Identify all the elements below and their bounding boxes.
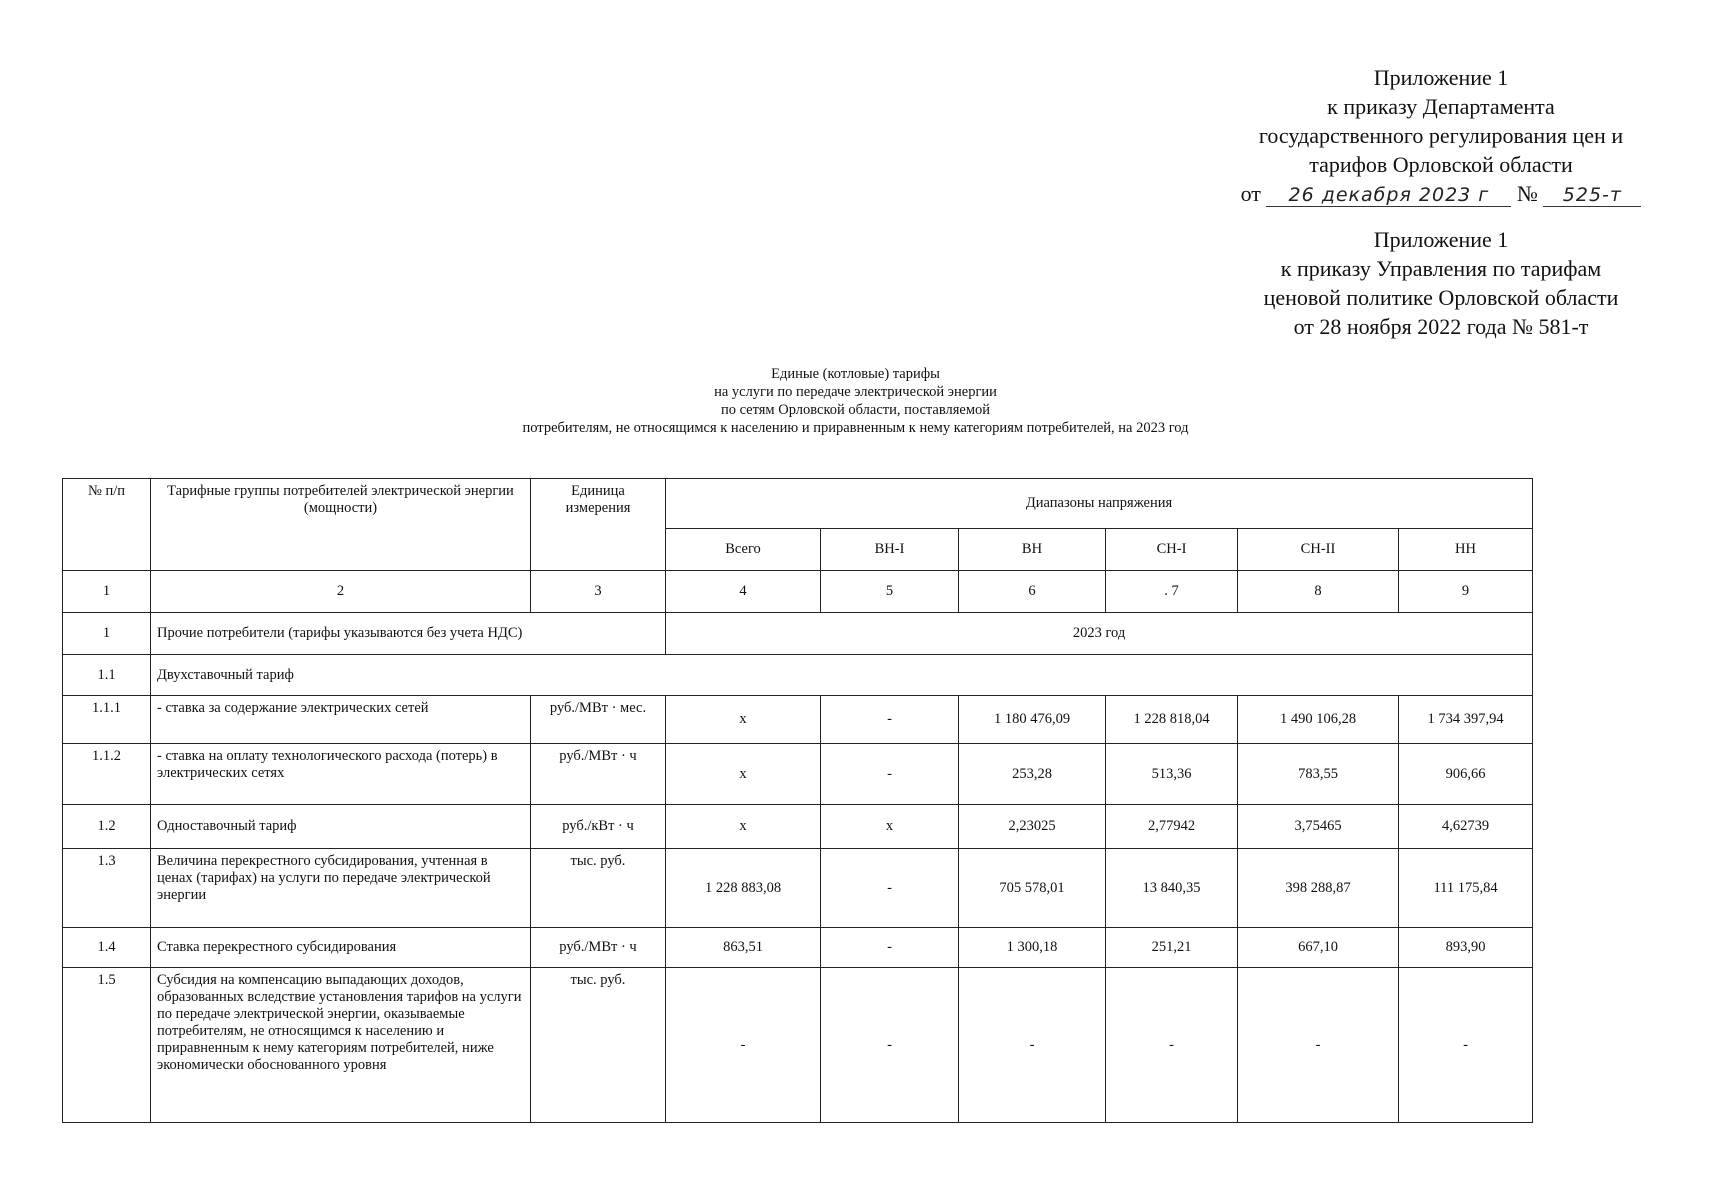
row-num: 1.1.2	[63, 744, 151, 805]
column-index: 6	[959, 571, 1106, 613]
appendix-new-line2: государственного регулирования цен и	[1258, 123, 1624, 148]
cell-sn2: 667,10	[1238, 928, 1399, 968]
header-voltage-ranges: Диапазоны напряжения	[666, 479, 1533, 529]
appendix-new-order-line	[1211, 179, 1671, 208]
row-num: 1.1.1	[63, 696, 151, 744]
row-label: - ставка за содержание электрических сетей	[151, 696, 531, 744]
row-unit: тыс. руб.	[531, 849, 666, 928]
document-title-line3: по сетям Орловской области, поставляемой	[720, 402, 991, 418]
subsection-label: Двухставочный тариф	[151, 655, 1533, 696]
row-num: 1.3	[63, 849, 151, 928]
table-row	[63, 696, 1533, 744]
tariff-table	[62, 478, 1533, 1123]
row-num: 1.4	[63, 928, 151, 968]
from-label: от	[1240, 181, 1261, 206]
table-row	[63, 849, 1533, 928]
cell-sn2: 398 288,87	[1238, 849, 1399, 928]
table-row	[63, 805, 1533, 849]
section-label: Прочие потребители (тарифы указываются без учета НДС)	[151, 613, 666, 655]
appendix-new-header	[1211, 63, 1671, 208]
document-title-line4: потребителям, не относящимся к населению и приравненным к нему категориям потребителей, на 2023 год	[522, 420, 1189, 436]
cell-sn1: 251,21	[1106, 928, 1238, 968]
column-index: 4	[666, 571, 821, 613]
appendix-old-line1: к приказу Управления по тарифам	[1280, 256, 1602, 281]
column-index: 9	[1399, 571, 1533, 613]
cell-total: 863,51	[666, 928, 821, 968]
row-label: - ставка на оплату технологического расхода (потерь) в электрических сетях	[151, 744, 531, 805]
table-header-row	[63, 479, 1533, 529]
cell-total: -	[666, 968, 821, 1123]
header-nn: НН	[1399, 529, 1533, 571]
cell-sn2: 3,75465	[1238, 805, 1399, 849]
row-unit: тыс. руб.	[531, 968, 666, 1123]
header-unit: Единица измерения	[531, 479, 666, 571]
cell-nn: 111 175,84	[1399, 849, 1533, 928]
subsection-num: 1.1	[63, 655, 151, 696]
header-sn2: СН-II	[1238, 529, 1399, 571]
document-title-line1: Единые (котловые) тарифы	[771, 366, 940, 382]
cell-nn: 1 734 397,94	[1399, 696, 1533, 744]
row-unit: руб./МВт · ч	[531, 928, 666, 968]
column-index: . 7	[1106, 571, 1238, 613]
cell-total: х	[666, 696, 821, 744]
cell-vn1: -	[821, 744, 959, 805]
cell-vn: 705 578,01	[959, 849, 1106, 928]
cell-sn1: 513,36	[1106, 744, 1238, 805]
order-number-field	[1543, 183, 1641, 207]
subsection-row	[63, 655, 1533, 696]
cell-vn1: х	[821, 805, 959, 849]
column-index: 2	[151, 571, 531, 613]
cell-nn: 4,62739	[1399, 805, 1533, 849]
document-title	[0, 365, 1711, 437]
row-label: Величина перекрестного субсидирования, учтенная в ценах (тарифах) на услуги по передаче электрической энергии	[151, 849, 531, 928]
cell-vn: 2,23025	[959, 805, 1106, 849]
cell-vn1: -	[821, 696, 959, 744]
appendix-old-line2: ценовой политике Орловской области	[1263, 285, 1619, 310]
row-label: Субсидия на компенсацию выпадающих доходов, образованных вследствие установления тарифов на услуги по передаче электрической энергии, оказываемые потребителям, не относящимся к населению и приравненным к нему категориям потребителей, ниже экономически обоснованного уровня	[151, 968, 531, 1123]
header-vn1: ВН-I	[821, 529, 959, 571]
table-row	[63, 968, 1533, 1123]
row-label: Одноставочный тариф	[151, 805, 531, 849]
order-number-handwritten: 525-т	[1562, 184, 1622, 206]
appendix-new-title: Приложение 1	[1373, 65, 1509, 90]
column-index: 5	[821, 571, 959, 613]
cell-sn2: 783,55	[1238, 744, 1399, 805]
section-num: 1	[63, 613, 151, 655]
cell-nn: -	[1399, 968, 1533, 1123]
header-total: Всего	[666, 529, 821, 571]
cell-sn1: 1 228 818,04	[1106, 696, 1238, 744]
cell-vn1: -	[821, 968, 959, 1123]
row-num: 1.5	[63, 968, 151, 1123]
column-index: 1	[63, 571, 151, 613]
section-year: 2023 год	[666, 613, 1533, 655]
row-unit: руб./МВт · мес.	[531, 696, 666, 744]
row-num: 1.2	[63, 805, 151, 849]
header-num: № п/п	[63, 479, 151, 571]
cell-vn: -	[959, 968, 1106, 1123]
cell-total: 1 228 883,08	[666, 849, 821, 928]
cell-total: х	[666, 805, 821, 849]
cell-vn: 1 300,18	[959, 928, 1106, 968]
column-index-row	[63, 571, 1533, 613]
cell-sn1: -	[1106, 968, 1238, 1123]
cell-vn: 253,28	[959, 744, 1106, 805]
number-label: №	[1516, 181, 1538, 206]
header-sn1: СН-I	[1106, 529, 1238, 571]
cell-vn: 1 180 476,09	[959, 696, 1106, 744]
column-index: 3	[531, 571, 666, 613]
document-title-line2: на услуги по передаче электрической энергии	[714, 384, 997, 400]
cell-sn2: 1 490 106,28	[1238, 696, 1399, 744]
cell-sn1: 2,77942	[1106, 805, 1238, 849]
order-date-handwritten: 26 декабря 2023 г	[1288, 184, 1490, 206]
appendix-new-line1: к приказу Департамента	[1327, 94, 1555, 119]
order-date-field	[1266, 183, 1511, 207]
cell-nn: 893,90	[1399, 928, 1533, 968]
header-vn: ВН	[959, 529, 1106, 571]
column-index: 8	[1238, 571, 1399, 613]
cell-vn1: -	[821, 849, 959, 928]
appendix-old-line3: от 28 ноября 2022 года № 581-т	[1293, 314, 1589, 339]
section-row	[63, 613, 1533, 655]
row-unit: руб./кВт · ч	[531, 805, 666, 849]
row-unit: руб./МВт · ч	[531, 744, 666, 805]
table-row	[63, 928, 1533, 968]
row-label: Ставка перекрестного субсидирования	[151, 928, 531, 968]
header-tariff-group: Тарифные группы потребителей электрической энергии (мощности)	[151, 479, 531, 571]
appendix-old-title: Приложение 1	[1373, 227, 1509, 252]
cell-vn1: -	[821, 928, 959, 968]
cell-nn: 906,66	[1399, 744, 1533, 805]
cell-total: х	[666, 744, 821, 805]
cell-sn1: 13 840,35	[1106, 849, 1238, 928]
appendix-old-header	[1211, 225, 1671, 341]
appendix-new-line3: тарифов Орловской области	[1309, 152, 1573, 177]
cell-sn2: -	[1238, 968, 1399, 1123]
table-row	[63, 744, 1533, 805]
